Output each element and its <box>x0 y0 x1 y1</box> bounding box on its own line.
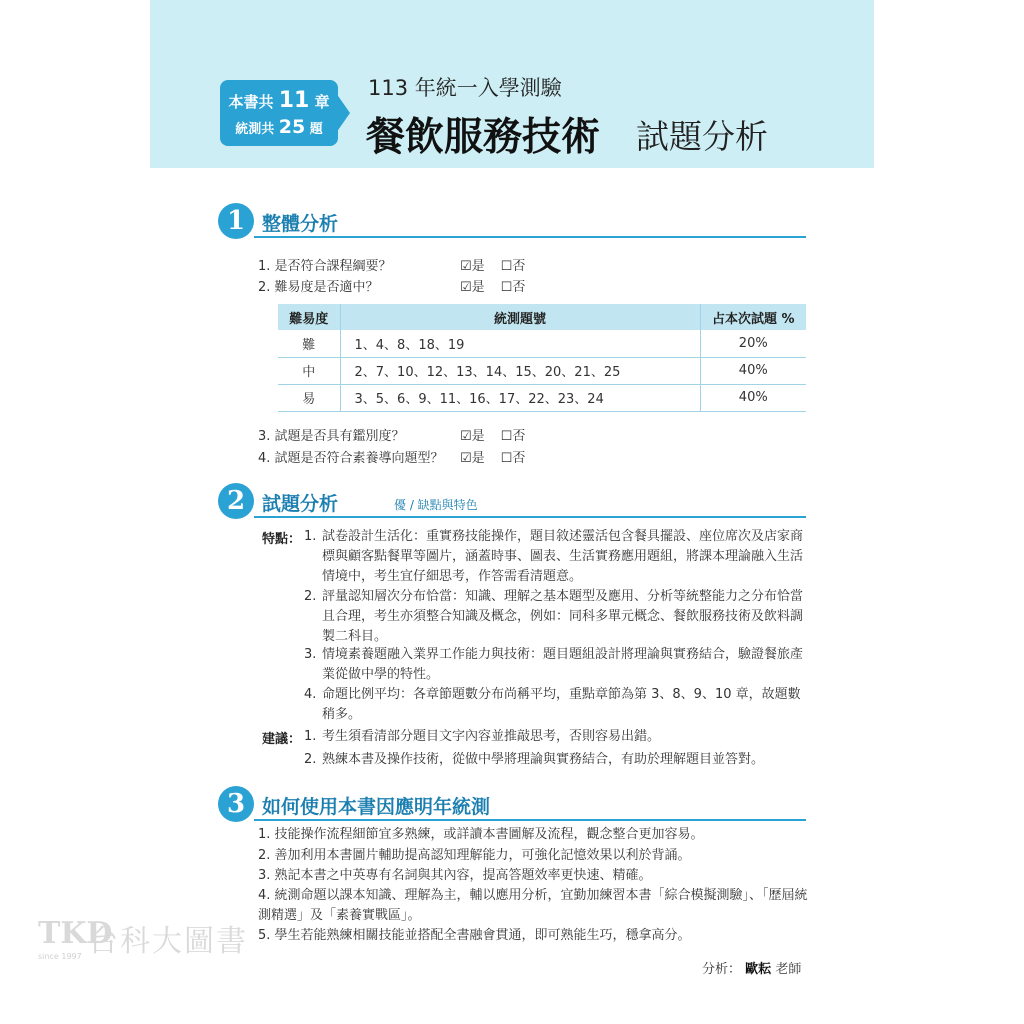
box-icon: ☐ <box>500 259 513 274</box>
advice-label: 建議： <box>262 732 302 747</box>
list-item: 1. 技能操作流程細節宜多熟練，或詳讀本書圖解及流程，觀念整合更加容易。 <box>258 827 704 842</box>
list-item: 3. 熟記本書之中英專有名詞與其內容，提高答題效率更快速、精確。 <box>258 868 652 883</box>
table-row: 易 3、5、6、9、11、16、17、22、23、24 40% <box>278 384 806 411</box>
publisher-name: 台科大圖書 <box>88 924 248 959</box>
answer-options-4: ☑是 ☐否 <box>460 451 526 466</box>
section-title: 試題分析 <box>262 493 339 515</box>
section-number: 3 <box>218 786 254 822</box>
list-item: 2. 善加利用本書圖片輔助提高認知理解能力，可強化記憶效果以利於背誦。 <box>258 848 691 863</box>
section-title: 如何使用本書因應明年統測 <box>262 796 491 818</box>
header-percentage: 占本次試題 % <box>700 304 806 330</box>
header-question-numbers: 統測題號 <box>340 304 700 330</box>
question-1: 1. 是否符合課程綱要？ <box>258 259 392 274</box>
page-title: 餐飲服務技術 <box>366 115 601 160</box>
publisher-watermark <box>38 912 318 962</box>
list-item: 3. 情境素養題融入業界工作能力與技術：題目題組設計將理論與實務結合，驗證餐旅產業從做中學的特性。 <box>304 647 804 682</box>
question-2: 2. 難易度是否適中？ <box>258 280 379 295</box>
answer-options-2: ☑是 ☐否 <box>460 280 526 295</box>
page-title-suffix: 試題分析 <box>636 117 768 156</box>
check-icon: ☑ <box>460 280 472 295</box>
section-divider <box>254 819 806 821</box>
check-icon: ☑ <box>460 451 472 466</box>
section-2-header <box>218 483 806 523</box>
header-difficulty: 難易度 <box>278 304 340 330</box>
chapter-count-badge <box>220 80 338 146</box>
section-number: 1 <box>218 203 254 239</box>
list-item: 1. 考生須看清部分題目文字內容並推敲思考，否則容易出錯。 <box>304 729 661 744</box>
author-credit: 分析： 歐耘 老師 <box>702 962 802 977</box>
list-item: 2. 熟練本書及操作技術，從做中學將理論與實務結合，有助於理解題目並答對。 <box>304 752 765 767</box>
table-row: 難 1、4、8、18、19 20% <box>278 330 806 357</box>
badge-arrow <box>336 93 350 133</box>
section-divider <box>254 236 806 238</box>
difficulty-table <box>278 304 806 412</box>
list-item: 2. 評量認知層次分布恰當：知識、理解之基本題型及應用、分析等統整能力之分布恰當且合理，考生亦須整合知識及概念，例如：同科多單元概念、餐飲服務技術及飲料調製二科目。 <box>304 589 804 644</box>
page <box>150 0 874 1024</box>
question-3: 3. 試題是否具有鑑別度？ <box>258 429 405 444</box>
banner-scallop-edge <box>150 160 874 176</box>
answer-options-3: ☑是 ☐否 <box>460 429 526 444</box>
section-number: 2 <box>218 483 254 519</box>
check-icon: ☑ <box>460 429 472 444</box>
section-3-header <box>218 786 806 826</box>
box-icon: ☐ <box>500 280 513 295</box>
list-item: 4. 命題比例平均：各章節題數分布尚稱平均，重點章節為第 3、8、9、10 章，故題數稍多。 <box>304 687 801 722</box>
exam-subtitle: 113 年統一入學測驗 <box>368 76 562 100</box>
list-item: 5. 學生若能熟練相關技能並搭配全書融會貫通，即可熟能生巧，穩拿高分。 <box>258 928 691 943</box>
table-row: 中 2、7、10、12、13、14、15、20、21、25 40% <box>278 357 806 384</box>
check-icon: ☑ <box>460 259 472 274</box>
list-item: 4. 統測命題以課本知識、理解為主，輔以應用分析，宜勤加練習本書「綜合模擬測驗」、「歷屆統測精選」及「素養實戰區」。 <box>258 888 808 923</box>
section-title: 整體分析 <box>262 213 339 235</box>
box-icon: ☐ <box>500 451 513 466</box>
features-label: 特點： <box>262 532 302 547</box>
question-4: 4. 試題是否符合素養導向題型？ <box>258 451 444 466</box>
section-tag: 優 / 缺點與特色 <box>394 498 478 512</box>
publisher-logo-icon: TKD <box>38 916 113 951</box>
question-count: 統測共 25 題 <box>235 116 323 138</box>
answer-options-1: ☑是 ☐否 <box>460 259 526 274</box>
section-divider <box>254 516 806 518</box>
table-header-row <box>278 304 806 330</box>
box-icon: ☐ <box>500 429 513 444</box>
publisher-since: since 1997 <box>38 952 82 961</box>
list-item: 1. 試卷設計生活化：重實務技能操作，題目敘述靈活包含餐具擺設、座位席次及店家商標與顧客點餐單等圖片，涵蓋時事、圖表、生活實務應用題組，將課本理論融入生活情境中，考生宜仔細思考，作答需看清題意。 <box>304 529 804 584</box>
section-1-header <box>218 203 806 243</box>
chapter-count: 本書共 11 章 <box>228 88 330 113</box>
